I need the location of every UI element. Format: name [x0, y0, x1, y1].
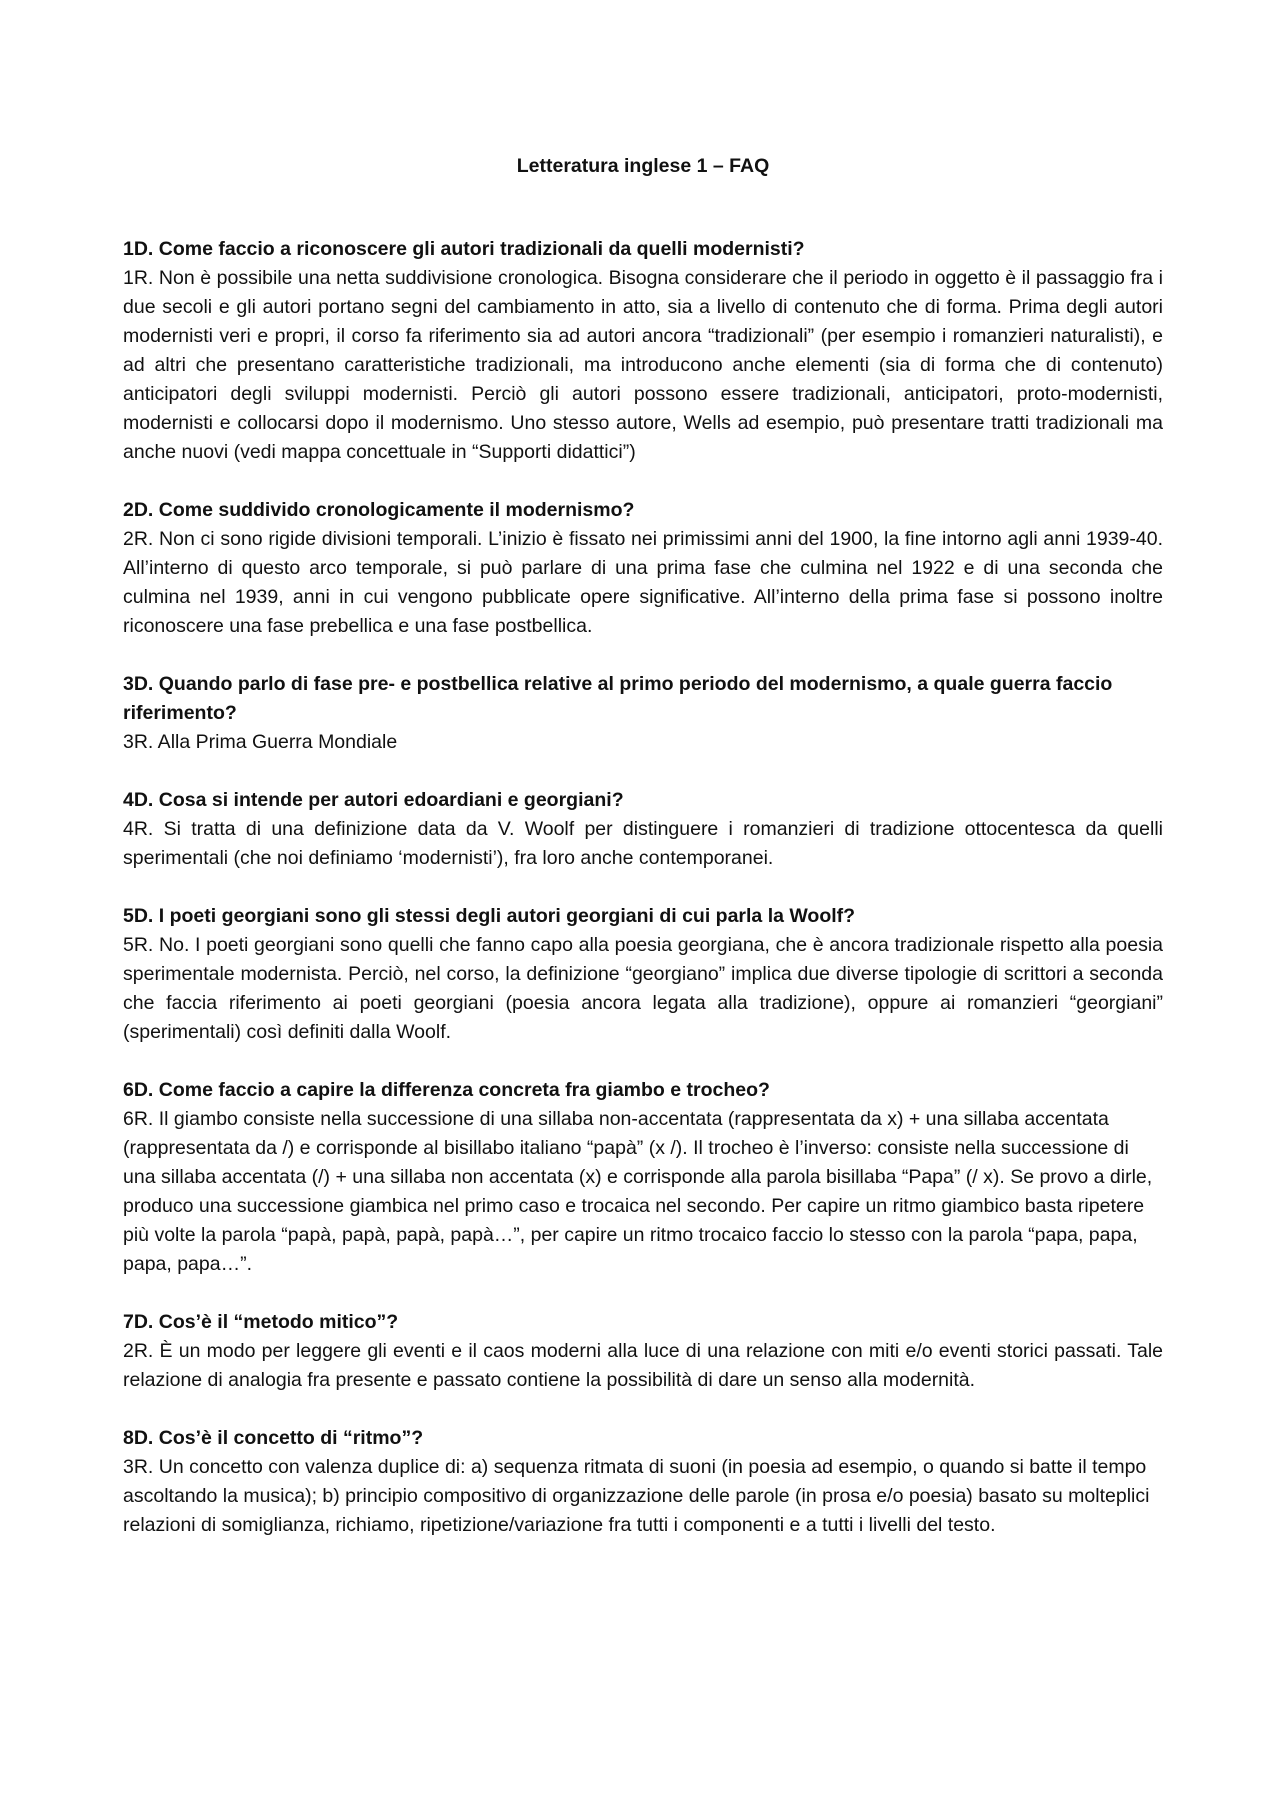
faq-item-2 — [123, 496, 1163, 641]
faq-answer: 2R. Non ci sono rigide divisioni temporali. L’inizio è fissato nei primissimi anni del 1900, la fine intorno agli anni 1939-40. All’interno di questo arco temporale, si può parlare di una prima fase che culmina nel 1922 e di una seconda che culmina nel 1939, anni in cui vengono pubblicate opere significative. All’interno della prima fase si possono inoltre riconoscere una fase prebellica e una fase postbellica. — [123, 528, 1163, 637]
faq-answer: 2R. È un modo per leggere gli eventi e il caos moderni alla luce di una relazione con miti e/o eventi storici passati. Tale relazione di analogia fra presente e passato contiene la possibilità di dare un senso alla modernità. — [123, 1340, 1163, 1391]
faq-item-1 — [123, 235, 1163, 467]
faq-answer: 3R. Alla Prima Guerra Mondiale — [123, 731, 398, 753]
faq-question: 5D. I poeti georgiani sono gli stessi degli autori georgiani di cui parla la Woolf? — [123, 905, 856, 927]
document-page — [123, 152, 1163, 1569]
faq-answer: 6R. Il giambo consiste nella successione di una sillaba non-accentata (rappresentata da x) + una sillaba accentata (rappresentata da /) e corrisponde al bisillabo italiano “papà” (x /). Il trocheo è l’inverso: consiste nella successione di una sillaba accentata (/) + una sillaba non accentata (x) e corrisponde alla parola bisillaba “Papa” (/ x). Se provo a dirle, produco una successione giambica nel primo caso e trocaica nel secondo. Per capire un ritmo giambico basta ripetere più volte la parola “papà, papà, papà, papà…”, per capire un ritmo trocaico faccio lo stesso con la parola “papa, papa, papa, papa…”. — [123, 1108, 1153, 1275]
faq-item-7 — [123, 1308, 1163, 1395]
faq-item-3 — [123, 670, 1163, 757]
faq-question: 3D. Quando parlo di fase pre- e postbellica relative al primo periodo del modernismo, a quale guerra faccio riferimento? — [123, 673, 1113, 724]
faq-item-8 — [123, 1424, 1163, 1540]
faq-item-5 — [123, 902, 1163, 1047]
faq-question: 4D. Cosa si intende per autori edoardiani e georgiani? — [123, 789, 624, 811]
faq-question: 7D. Cos’è il “metodo mitico”? — [123, 1311, 399, 1333]
faq-answer: 1R. Non è possibile una netta suddivisione cronologica. Bisogna considerare che il periodo in oggetto è il passaggio fra i due secoli e gli autori portano segni del cambiamento in atto, sia a livello di contenuto che di forma. Prima degli autori modernisti veri e propri, il corso fa riferimento sia ad autori ancora “tradizionali” (per esempio i romanzieri naturalisti), e ad altri che presentano caratteristiche tradizionali, ma introducono anche elementi (sia di forma che di contenuto) anticipatori degli sviluppi modernisti. Perciò gli autori possono essere tradizionali, anticipatori, proto-modernisti, modernisti e collocarsi dopo il modernismo. Uno stesso autore, Wells ad esempio, può presentare tratti tradizionali ma anche nuovi (vedi mappa concettuale in “Supporti didattici”) — [123, 267, 1163, 463]
faq-answer: 4R. Si tratta di una definizione data da V. Woolf per distinguere i romanzieri di tradizione ottocentesca da quelli sperimentali (che noi definiamo ‘modernisti’), fra loro anche contemporanei. — [123, 818, 1163, 869]
faq-question: 1D. Come faccio a riconoscere gli autori tradizionali da quelli modernisti? — [123, 238, 805, 260]
faq-item-6 — [123, 1076, 1163, 1279]
faq-answer: 3R. Un concetto con valenza duplice di: a) sequenza ritmata di suoni (in poesia ad esempio, o quando si batte il tempo ascoltando la musica); b) principio compositivo di organizzazione delle parole (in prosa e/o poesia) basato su molteplici relazioni di somiglianza, richiamo, ripetizione/variazione fra tutti i componenti e a tutti i livelli del testo. — [123, 1456, 1150, 1536]
faq-question: 2D. Come suddivido cronologicamente il modernismo? — [123, 499, 635, 521]
faq-answer: 5R. No. I poeti georgiani sono quelli che fanno capo alla poesia georgiana, che è ancora tradizionale rispetto alla poesia sperimentale modernista. Perciò, nel corso, la definizione “georgiano” implica due diverse tipologie di scrittori a seconda che faccia riferimento ai poeti georgiani (poesia ancora legata alla tradizione), oppure ai romanzieri “georgiani” (sperimentali) così definiti dalla Woolf. — [123, 934, 1163, 1043]
page-title: Letteratura inglese 1 – FAQ — [516, 155, 770, 177]
faq-question: 6D. Come faccio a capire la differenza concreta fra giambo e trocheo? — [123, 1079, 770, 1101]
faq-item-4 — [123, 786, 1163, 873]
faq-question: 8D. Cos’è il concetto di “ritmo”? — [123, 1427, 424, 1449]
